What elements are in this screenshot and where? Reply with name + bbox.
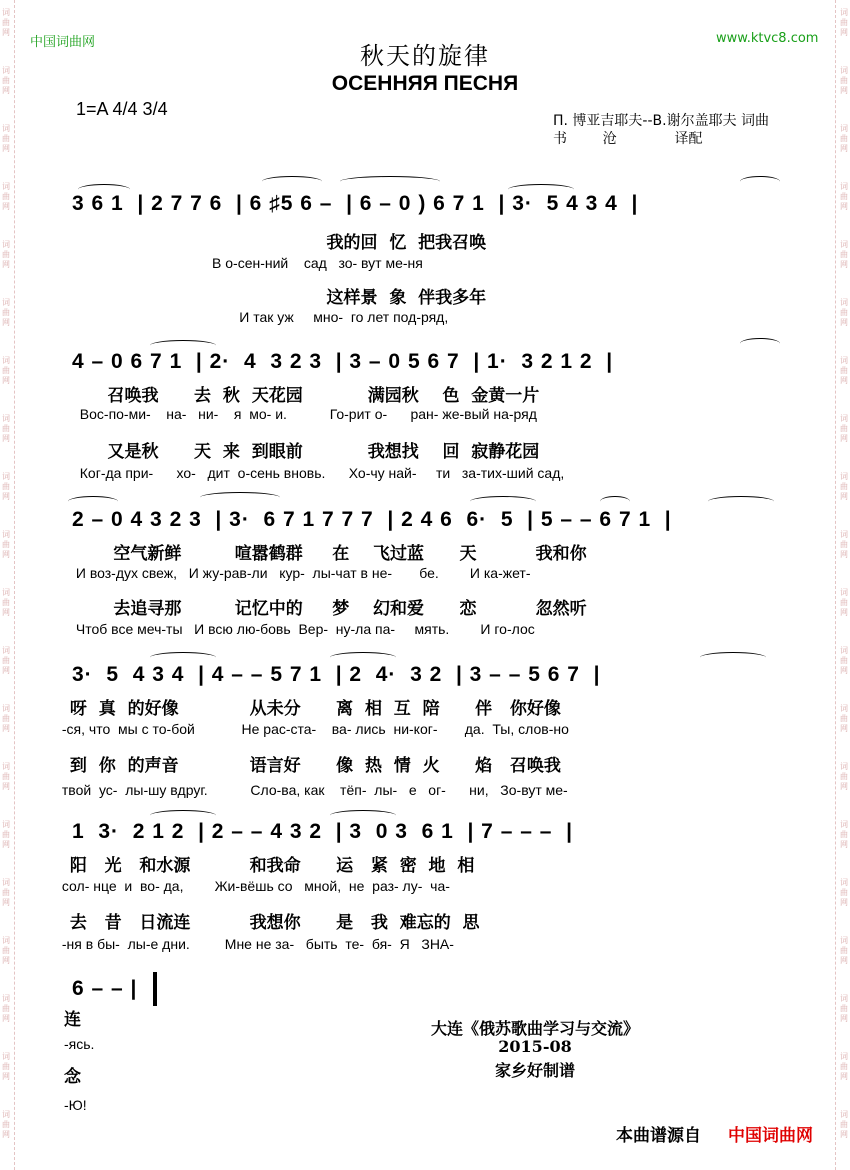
slur-mark [700, 652, 766, 663]
watermark-char: 词 [2, 530, 10, 539]
notation-line: 1 3· 2 1 2 | 2 – – 4 3 2 | 3 0 3 6 1 | 7 – – – | [72, 820, 573, 843]
lyrics-russian-verse-2: Чтоб все меч-ты И всю лю-бовь Вер- ну-ла па- мять. И го-лос [72, 621, 535, 637]
watermark-char: 曲 [2, 656, 10, 665]
watermark-char: 网 [2, 840, 10, 849]
lyrics-russian-verse-1: сол- нце и во- да, Жи-вёшь со мной, не раз- лу- ча- [58, 878, 450, 894]
slur-mark [330, 810, 396, 821]
watermark-char: 词 [840, 8, 848, 17]
watermark-char: 词 [840, 182, 848, 191]
watermark-char: 词 [2, 820, 10, 829]
lyrics-russian-verse-2: -Ю! [64, 1097, 87, 1113]
watermark-char: 曲 [840, 482, 848, 491]
watermark-char: 词 [2, 646, 10, 655]
song-title-russian: ОСЕННЯЯ ПЕСНЯ [331, 72, 519, 95]
watermark-char: 词 [2, 240, 10, 249]
lyrics-chinese-verse-2: 到 你 的声音 语言好 像 热 情 火 焰 召唤我 [64, 756, 561, 776]
watermark-char: 曲 [2, 946, 10, 955]
tie-mark [600, 496, 630, 507]
lyrics-russian-verse-1: -ся, что мы с то-бой Не рас-ста- ва- лись ни-ког- да. Ты, слов-но [58, 721, 569, 737]
watermark-char: 网 [840, 376, 848, 385]
watermark-char: 词 [840, 1052, 848, 1061]
watermark-char: 网 [840, 550, 848, 559]
watermark-char: 网 [2, 1014, 10, 1023]
watermark-char: 词 [840, 1110, 848, 1119]
watermark-char: 网 [840, 840, 848, 849]
watermark-char: 曲 [840, 772, 848, 781]
watermark-char: 曲 [840, 192, 848, 201]
watermark-char: 曲 [840, 1004, 848, 1013]
watermark-char: 词 [2, 1052, 10, 1061]
lyrics-russian-verse-1: И воз-дух свеж, И жу-рав-ли кур- лы-чат в не- бе. И ка-жет- [72, 565, 531, 581]
watermark-char: 网 [840, 608, 848, 617]
watermark-char: 网 [840, 666, 848, 675]
watermark-char: 曲 [840, 18, 848, 27]
watermark-char: 网 [840, 28, 848, 37]
watermark-char: 网 [2, 492, 10, 501]
watermark-char: 词 [2, 704, 10, 713]
watermark-char: 词 [2, 936, 10, 945]
final-barline [153, 972, 157, 1006]
watermark-char: 词 [840, 414, 848, 423]
watermark-char: 曲 [840, 540, 848, 549]
watermark-char: 词 [2, 994, 10, 1003]
lyrics-russian-verse-2: И так уж мно- го лет под-ряд, [72, 309, 449, 325]
watermark-char: 曲 [2, 76, 10, 85]
composer-credit: П. 博亚吉耶夫--В.谢尔盖耶夫 词曲 [553, 113, 770, 129]
lyrics-chinese-verse-2: 去追寻那 记忆中的 梦 幻和爱 恋 忽然听 [72, 599, 587, 619]
lyrics-chinese-verse-2: 去 昔 日流连 我想你 是 我 难忘的 思 [64, 913, 480, 933]
tie-mark [740, 176, 780, 187]
watermark-char: 曲 [2, 424, 10, 433]
watermark-char: 网 [840, 724, 848, 733]
watermark-char: 网 [2, 1130, 10, 1139]
watermark-char: 曲 [840, 888, 848, 897]
watermark-char: 曲 [840, 76, 848, 85]
watermark-char: 曲 [2, 1120, 10, 1129]
watermark-char: 词 [840, 240, 848, 249]
watermark-char: 曲 [840, 714, 848, 723]
lyrics-russian-verse-1: Вос-по-ми- на- ни- я мо- и. Го-рит о- ран- же-вый на-ряд [72, 406, 537, 422]
watermark-char: 网 [2, 376, 10, 385]
watermark-char: 曲 [2, 308, 10, 317]
watermark-char: 词 [840, 472, 848, 481]
tie-mark [262, 176, 322, 187]
lyrics-chinese-verse-2: 这样景 象 伴我多年 [72, 288, 487, 308]
watermark-char: 词 [2, 472, 10, 481]
watermark-char: 网 [2, 782, 10, 791]
watermark-char: 曲 [2, 1004, 10, 1013]
watermark-char: 词 [840, 124, 848, 133]
arrangement-date: 2015-08 [498, 1037, 572, 1056]
watermark-char: 曲 [2, 772, 10, 781]
watermark-char: 曲 [2, 1062, 10, 1071]
watermark-char: 曲 [840, 1120, 848, 1129]
watermark-char: 词 [840, 936, 848, 945]
watermark-char: 曲 [2, 134, 10, 143]
watermark-char: 词 [2, 1110, 10, 1119]
slur-mark [708, 496, 774, 507]
watermark-char: 词 [840, 878, 848, 887]
tie-mark [340, 176, 440, 187]
watermark-char: 曲 [2, 250, 10, 259]
watermark-char: 词 [2, 66, 10, 75]
watermark-char: 网 [2, 550, 10, 559]
lyrics-chinese-verse-1: 连 [64, 1010, 81, 1030]
watermark-char: 网 [840, 144, 848, 153]
slur-mark [508, 184, 574, 195]
watermark-char: 词 [2, 124, 10, 133]
watermark-char: 词 [840, 66, 848, 75]
watermark-char: 曲 [2, 540, 10, 549]
watermark-char: 词 [840, 298, 848, 307]
watermark-char: 网 [2, 144, 10, 153]
watermark-char: 网 [2, 956, 10, 965]
watermark-char: 网 [840, 956, 848, 965]
lyrics-chinese-verse-2: 念 [64, 1067, 81, 1087]
watermark-char: 词 [2, 356, 10, 365]
watermark-char: 词 [2, 588, 10, 597]
lyrics-chinese-verse-1: 阳 光 和水源 和我命 运 紧 密 地 相 [64, 856, 475, 876]
watermark-char: 词 [840, 530, 848, 539]
notation-line: 3· 5 4 3 4 | 4 – – 5 7 1 | 2 4· 3 2 | 3 – – 5 6 7 | [72, 663, 601, 686]
key-and-meter: 1=A 4/4 3/4 [76, 99, 168, 119]
watermark-char: 网 [2, 86, 10, 95]
watermark-char: 网 [2, 898, 10, 907]
site-url-right[interactable]: www.ktvc8.com [716, 31, 819, 46]
watermark-char: 曲 [840, 250, 848, 259]
watermark-char: 曲 [840, 424, 848, 433]
watermark-char: 网 [840, 1130, 848, 1139]
slur-mark [470, 496, 536, 507]
watermark-char: 网 [840, 1072, 848, 1081]
lyrics-chinese-verse-1: 呀 真 的好像 从未分 离 相 互 陪 伴 你好像 [64, 699, 561, 719]
watermark-char: 网 [840, 492, 848, 501]
watermark-char: 词 [840, 356, 848, 365]
arranger-source: 大连《俄苏歌曲学习与交流》 [430, 1019, 639, 1038]
watermark-char: 曲 [840, 656, 848, 665]
watermark-char: 网 [840, 434, 848, 443]
watermark-char: 曲 [2, 888, 10, 897]
watermark-char: 曲 [840, 1062, 848, 1071]
watermark-char: 词 [840, 704, 848, 713]
slur-mark [150, 340, 216, 351]
watermark-char: 曲 [840, 134, 848, 143]
watermark-char: 词 [2, 878, 10, 887]
watermark-char: 曲 [2, 192, 10, 201]
watermark-char: 词 [840, 820, 848, 829]
translator-credit: 书 沧 译配 [553, 131, 703, 147]
tie-mark [740, 338, 780, 349]
watermark-char: 词 [2, 298, 10, 307]
watermark-char: 网 [2, 1072, 10, 1081]
watermark-char: 网 [2, 666, 10, 675]
notation-line: 3 6 1 | 2 7 7 6 | 6 ♯5 6 – | 6 – 0 ) 6 7 1 | 3· 5 4 3 4 | [72, 192, 639, 215]
watermark-char: 网 [2, 28, 10, 37]
watermark-char: 词 [2, 762, 10, 771]
source-label: 本曲谱源自 [616, 1126, 701, 1146]
watermark-char: 网 [2, 260, 10, 269]
tie-mark [200, 492, 280, 503]
arranger-name: 家乡好制谱 [494, 1061, 575, 1080]
watermark-char: 词 [2, 414, 10, 423]
watermark-char: 网 [840, 202, 848, 211]
watermark-char: 曲 [840, 946, 848, 955]
lyrics-chinese-verse-1: 召唤我 去 秋 天花园 满园秋 色 金黄一片 [72, 386, 540, 406]
watermark-char: 网 [840, 86, 848, 95]
watermark-char: 网 [2, 318, 10, 327]
watermark-char: 曲 [840, 598, 848, 607]
watermark-char: 曲 [2, 18, 10, 27]
notation-line: 6 – – | [72, 977, 138, 1000]
lyrics-chinese-verse-1: 我的回 忆 把我召唤 [72, 233, 487, 253]
lyrics-russian-verse-2: Ког-да при- хо- дит о-сень вновь. Хо-чу най- ти за-тих-ший сад, [72, 465, 565, 481]
watermark-char: 网 [840, 898, 848, 907]
watermark-char: 词 [840, 588, 848, 597]
watermark-char: 网 [840, 260, 848, 269]
watermark-char: 网 [840, 782, 848, 791]
lyrics-russian-verse-2: твой ус- лы-шу вдруг. Сло-ва, как тёп- лы- е ог- ни, Зо-вут ме- [58, 782, 568, 798]
lyrics-chinese-verse-2: 又是秋 天 来 到眼前 我想找 回 寂静花园 [72, 442, 540, 462]
watermark-char: 词 [2, 182, 10, 191]
lyrics-russian-verse-2: -ня в бы- лы-е дни. Мне не за- быть те- бя- Я ЗНА- [58, 936, 454, 952]
watermark-char: 网 [840, 318, 848, 327]
watermark-char: 网 [840, 1014, 848, 1023]
watermark-char: 曲 [840, 308, 848, 317]
notation-line: 4 – 0 6 7 1 | 2· 4 3 2 3 | 3 – 0 5 6 7 | 1· 3 2 1 2 | [72, 350, 614, 373]
tie-mark [150, 810, 216, 821]
watermark-char: 网 [2, 434, 10, 443]
watermark-char: 词 [2, 8, 10, 17]
watermark-char: 词 [840, 994, 848, 1003]
watermark-char: 曲 [840, 366, 848, 375]
source-site-link[interactable]: 中国词曲网 [728, 1126, 813, 1146]
lyrics-russian-verse-1: В о-сен-ний сад зо- вут ме-ня [72, 255, 423, 271]
slur-mark [330, 652, 396, 663]
watermark-char: 网 [2, 724, 10, 733]
watermark-char: 曲 [2, 598, 10, 607]
tie-mark [68, 496, 118, 507]
watermark-char: 曲 [2, 714, 10, 723]
song-title-chinese: 秋天的旋律 [360, 42, 490, 70]
watermark-char: 曲 [2, 482, 10, 491]
lyrics-russian-verse-1: -ясь. [64, 1036, 95, 1052]
watermark-char: 网 [2, 608, 10, 617]
lyrics-chinese-verse-1: 空气新鲜 喧嚣鹤群 在 飞过蓝 天 我和你 [72, 544, 587, 564]
slur-mark [78, 184, 130, 195]
watermark-char: 曲 [840, 830, 848, 839]
notation-line: 2 – 0 4 3 2 3 | 3· 6 7 1 7 7 7 | 2 4 6 6· 5 | 5 – – 6 7 1 | [72, 508, 672, 531]
watermark-char: 网 [2, 202, 10, 211]
watermark-char: 词 [840, 762, 848, 771]
left-watermark-strip [0, 0, 15, 1170]
right-watermark-strip [835, 0, 850, 1170]
watermark-char: 曲 [2, 830, 10, 839]
site-logo-left[interactable]: 中国词曲网 [30, 35, 96, 50]
watermark-char: 曲 [2, 366, 10, 375]
watermark-char: 词 [840, 646, 848, 655]
slur-mark [150, 652, 216, 663]
